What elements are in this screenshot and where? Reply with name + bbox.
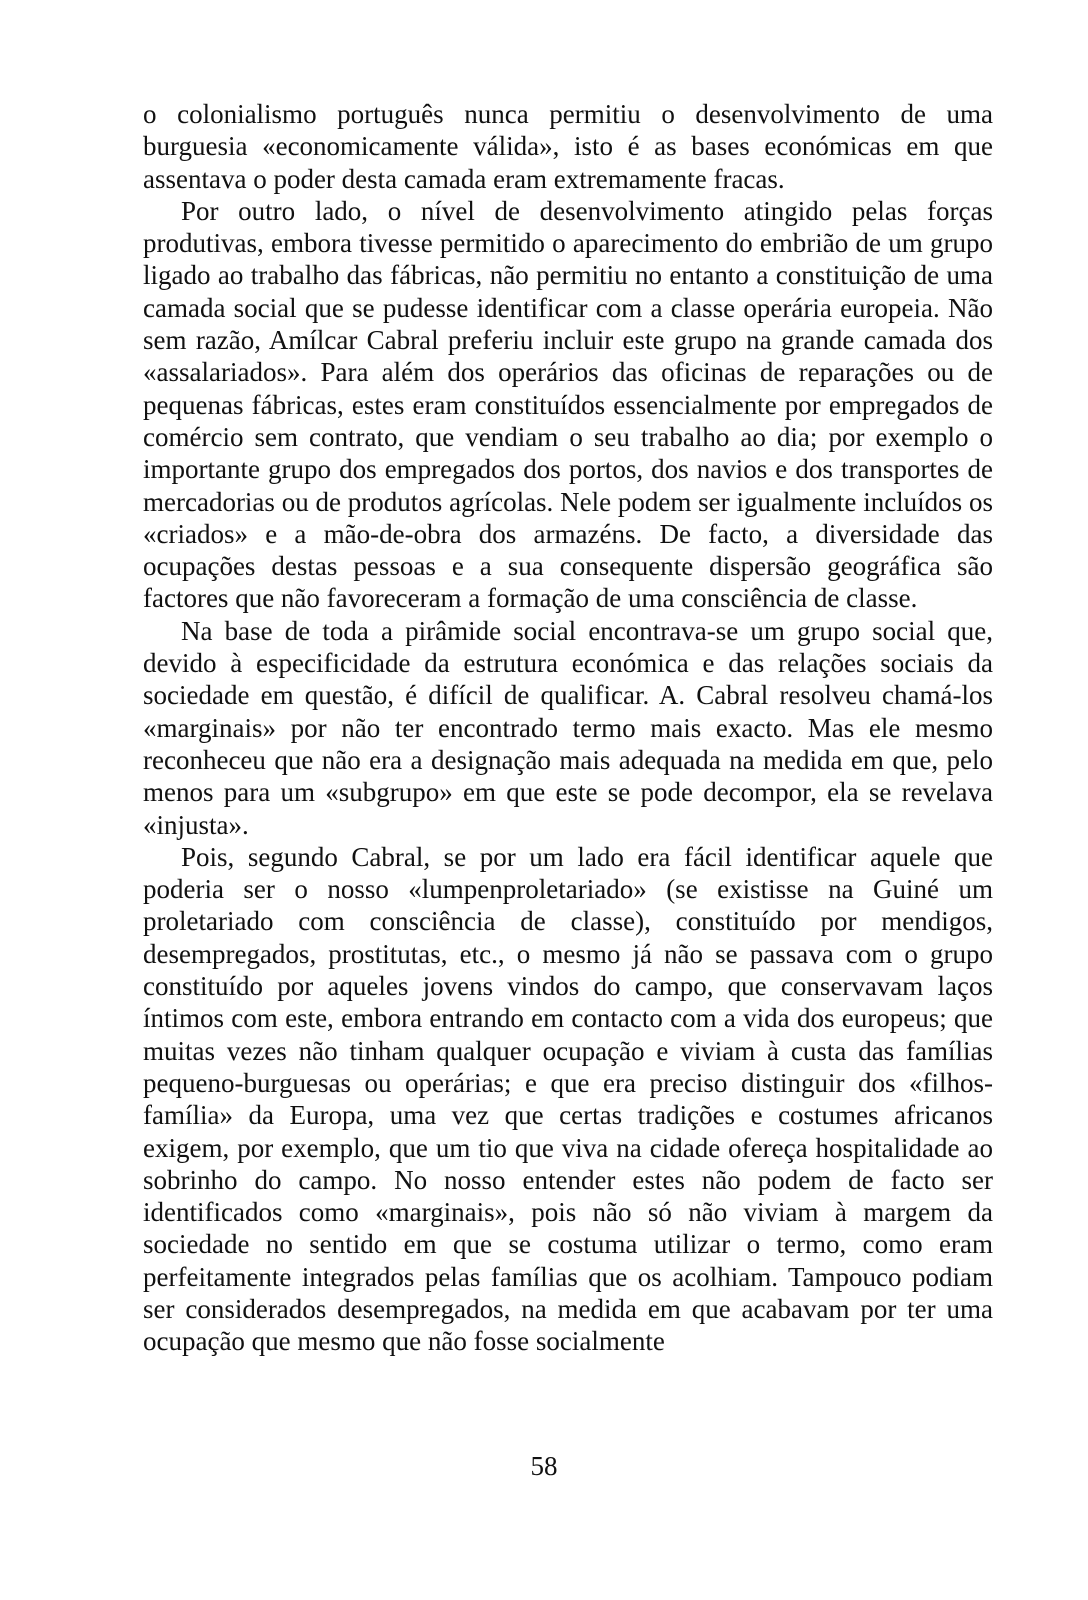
page-number: 58 (530, 1451, 558, 1481)
paragraph-marginals: Pois, segundo Cabral, se por um lado era fácil identificar aquele que poderia ser o nosso «lumpenproletariado» (se existisse na Guiné um proletariado com consciência de classe), constituído por mendigos, desempregados, prostitutas, etc., o mesmo já não se passava com o grupo constituído por aqueles jovens vindos do campo, que conservavam laços íntimos com este, embora entrando em contacto com a vida dos europeus; que muitas vezes não tinham qualquer ocupação e viviam à custa das famílias pequeno-burguesas ou operárias; e que era preciso distinguir dos «filhos-família» da Europa, uma vez que certas tradições e costumes africanos exigem, por exemplo, que um tio que viva na cidade ofereça hospitalidade ao sobrinho do campo. No nosso entender estes não podem de facto ser identificados como «marginais», pois não só não viviam à margem da sociedade no sentido em que se costuma utilizar o termo, como eram perfeitamente integrados pelas famílias que os acolhiam. Tampouco podiam ser considerados desempregados, na medida em que acabavam por ter uma ocupação que mesmo que não fosse socialmente (143, 841, 993, 1357)
paragraph-social-pyramid: Na base de toda a pirâmide social encontrava-se um grupo social que, devido à especificidade da estrutura económica e das relações sociais da sociedade em questão, é difícil de qualificar. A. Cabral resolveu chamá-los «marginais» por não ter encontrado termo mais exacto. Mas ele mesmo reconheceu que não era a designação mais adequada na medida em que, pelo menos para um «subgrupo» em que este se pode decompor, ela se revelava «injusta». (143, 615, 993, 840)
body-text (143, 98, 993, 1358)
paragraph-continuation: o colonialismo português nunca permitiu o desenvolvimento de uma burguesia «economicamente válida», isto é as bases económicas em que assentava o poder desta camada eram extremamente fracas. (143, 99, 993, 194)
paragraph-productive-forces: Por outro lado, o nível de desenvolvimento atingido pelas forças produtivas, embora tivesse permitido o aparecimento do embrião de um grupo ligado ao trabalho das fábricas, não permitiu no entanto a constituição de uma camada social que se pudesse identificar com a classe operária europeia. Não sem razão, Amílcar Cabral preferiu incluir este grupo na grande camada dos «assalariados». Para além dos operários das oficinas de reparações ou de pequenas fábricas, estes eram constituídos essencialmente por empregados de comércio sem contrato, que vendiam o seu trabalho ao dia; por exemplo o importante grupo dos empregados dos portos, dos navios e dos transportes de mercadorias ou de produtos agrícolas. Nele podem ser igualmente incluídos os «criados» e a mão-de-obra dos armazéns. De facto, a diversidade das ocupações destas pessoas e a sua consequente dispersão geográfica são factores que não favoreceram a formação de uma consciência de classe. (143, 195, 993, 614)
